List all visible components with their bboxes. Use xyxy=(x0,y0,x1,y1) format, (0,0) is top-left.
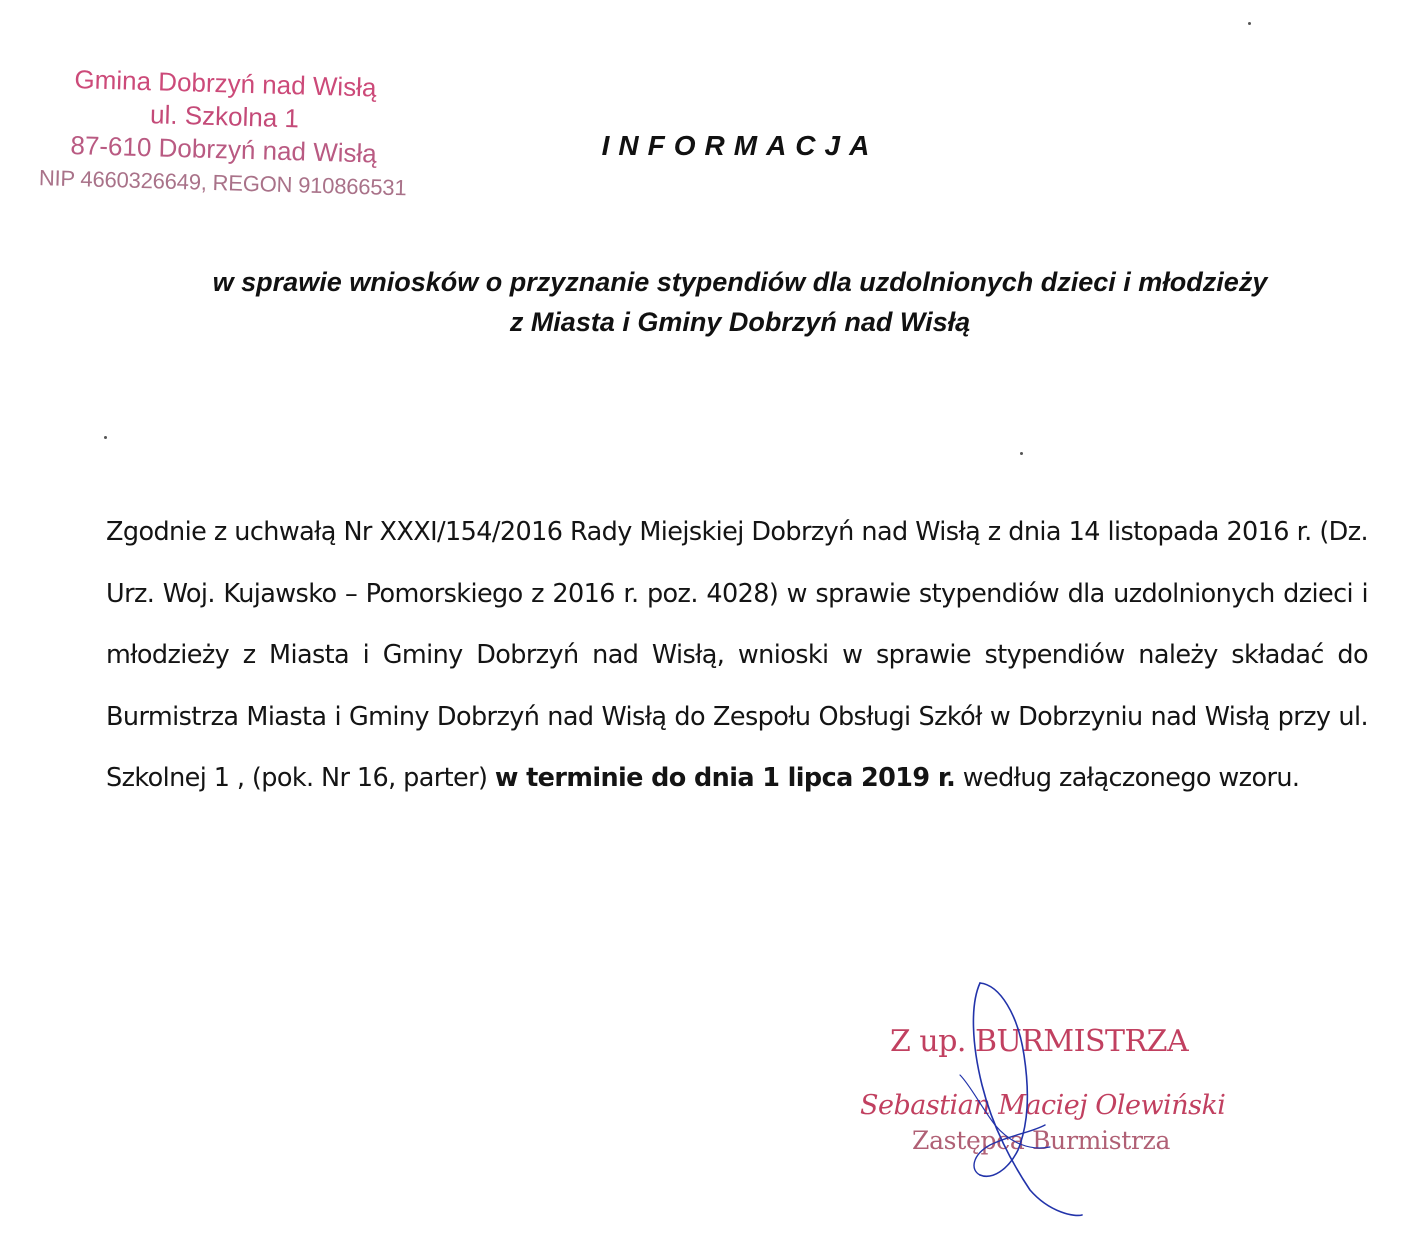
scan-speck xyxy=(1020,452,1023,455)
signature-stamp xyxy=(856,1020,1226,1220)
deadline-text: w terminie do dnia 1 lipca 2019 r. xyxy=(494,763,956,793)
subtitle-line-1: w sprawie wniosków o przyznanie stypendiów dla uzdolnionych dzieci i młodzieży xyxy=(212,267,1268,297)
scan-speck xyxy=(104,436,107,439)
scan-speck xyxy=(1248,22,1251,25)
stamp-line-ids: NIP 4660326649, REGON 910866531 xyxy=(38,165,407,201)
document-subtitle xyxy=(140,262,1340,342)
body-paragraph xyxy=(106,502,1368,810)
body-text-end: według załączonego wzoru. xyxy=(955,763,1300,793)
stamp-line-postal: 87-610 Dobrzyń nad Wisłą xyxy=(70,130,378,169)
signatory-name: Sebastian Maciej Olewiński xyxy=(860,1090,1226,1121)
signatory-role: Zastępca Burmistrza xyxy=(912,1126,1171,1155)
municipality-stamp xyxy=(32,62,416,205)
signature-authority: Z up. BURMISTRZA xyxy=(890,1024,1189,1059)
body-text-main: Zgodnie z uchwałą Nr XXXI/154/2016 Rady Miejskiej Dobrzyń nad Wisłą z dnia 14 listopada 2016 r. (Dz. Urz. Woj. Kujawsko – Pomorskiego z 2016 r. poz. 4028) w sprawie stypendiów dla uzdolnionych dzieci i młodzieży z Miasta i Gminy Dobrzyń nad Wisłą, wnioski w sprawie stypendiów należy składać do Burmistrza Miasta i Gminy Dobrzyń nad Wisłą do Zespołu Obsługi Szkół w Dobrzyniu nad Wisłą przy ul. Szkolnej 1 , (pok. Nr 16, parter) xyxy=(106,517,1368,793)
document-title: INFORMACJA xyxy=(601,130,879,161)
stamp-line-street: ul. Szkolna 1 xyxy=(149,99,300,134)
subtitle-line-2: z Miasta i Gminy Dobrzyń nad Wisłą xyxy=(509,307,971,337)
stamp-line-name: Gmina Dobrzyń nad Wisłą xyxy=(74,64,377,103)
